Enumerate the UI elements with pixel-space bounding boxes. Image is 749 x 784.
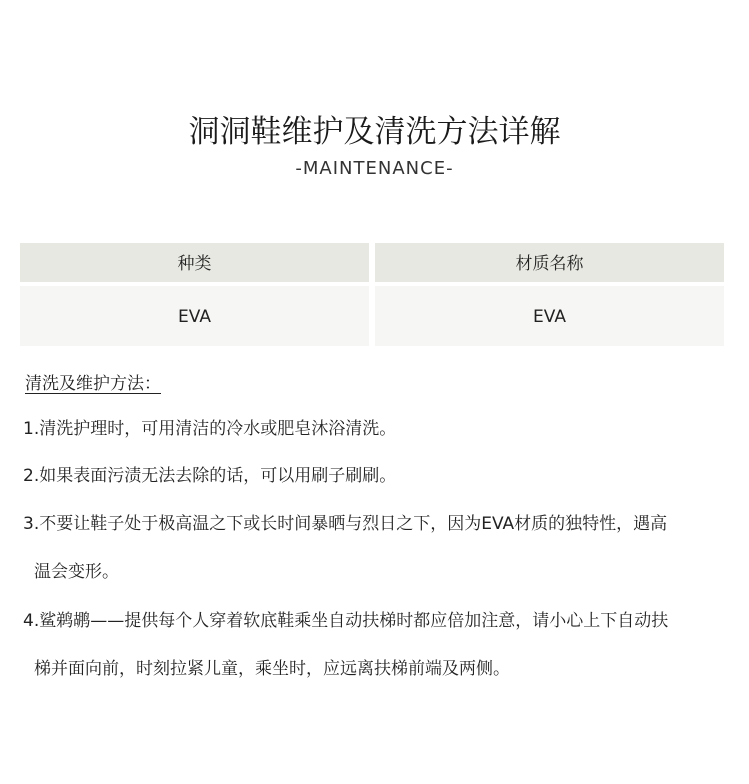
table-row: [20, 286, 724, 346]
heading-underline-trail: [161, 372, 175, 396]
page-title: 洞洞鞋维护及清洗方法详解: [188, 114, 561, 150]
page-subtitle: -MAINTENANCE-: [295, 158, 454, 179]
instruction-line: 1.清洗护理时，可用清洁的冷水或肥皂沐浴清洗。: [23, 419, 397, 439]
instruction-item-2: [23, 452, 723, 500]
instruction-line-continued: 温会变形。: [34, 562, 119, 582]
material-table: [20, 243, 724, 346]
table-cell-type: EVA: [20, 286, 369, 346]
instruction-line: 2.如果表面污渍无法去除的话，可以用刷子刷刷。: [23, 466, 397, 486]
care-section-heading: [25, 372, 175, 396]
instruction-item-1: [23, 405, 723, 453]
instruction-item-3: [23, 500, 723, 596]
instruction-line: 3.不要让鞋子处于极高温之下或长时间暴晒与烈日之下，因为EVA材质的独特性，遇高: [23, 514, 668, 534]
instruction-line-continued: 梯并面向前，时刻拉紧儿童，乘坐时，应远离扶梯前端及两侧。: [34, 659, 510, 679]
instruction-line: 4.鲨鹈鹕——提供每个人穿着软底鞋乘坐自动扶梯时都应倍加注意，请小心上下自动扶: [23, 611, 669, 631]
table-cell-material: EVA: [375, 286, 724, 346]
table-header-type: 种类: [20, 243, 369, 282]
care-section-heading-text: 清洗及维护方法：: [25, 374, 161, 394]
table-header-row: [20, 243, 724, 282]
table-header-material: 材质名称: [375, 243, 724, 282]
instruction-item-4: [23, 597, 723, 693]
